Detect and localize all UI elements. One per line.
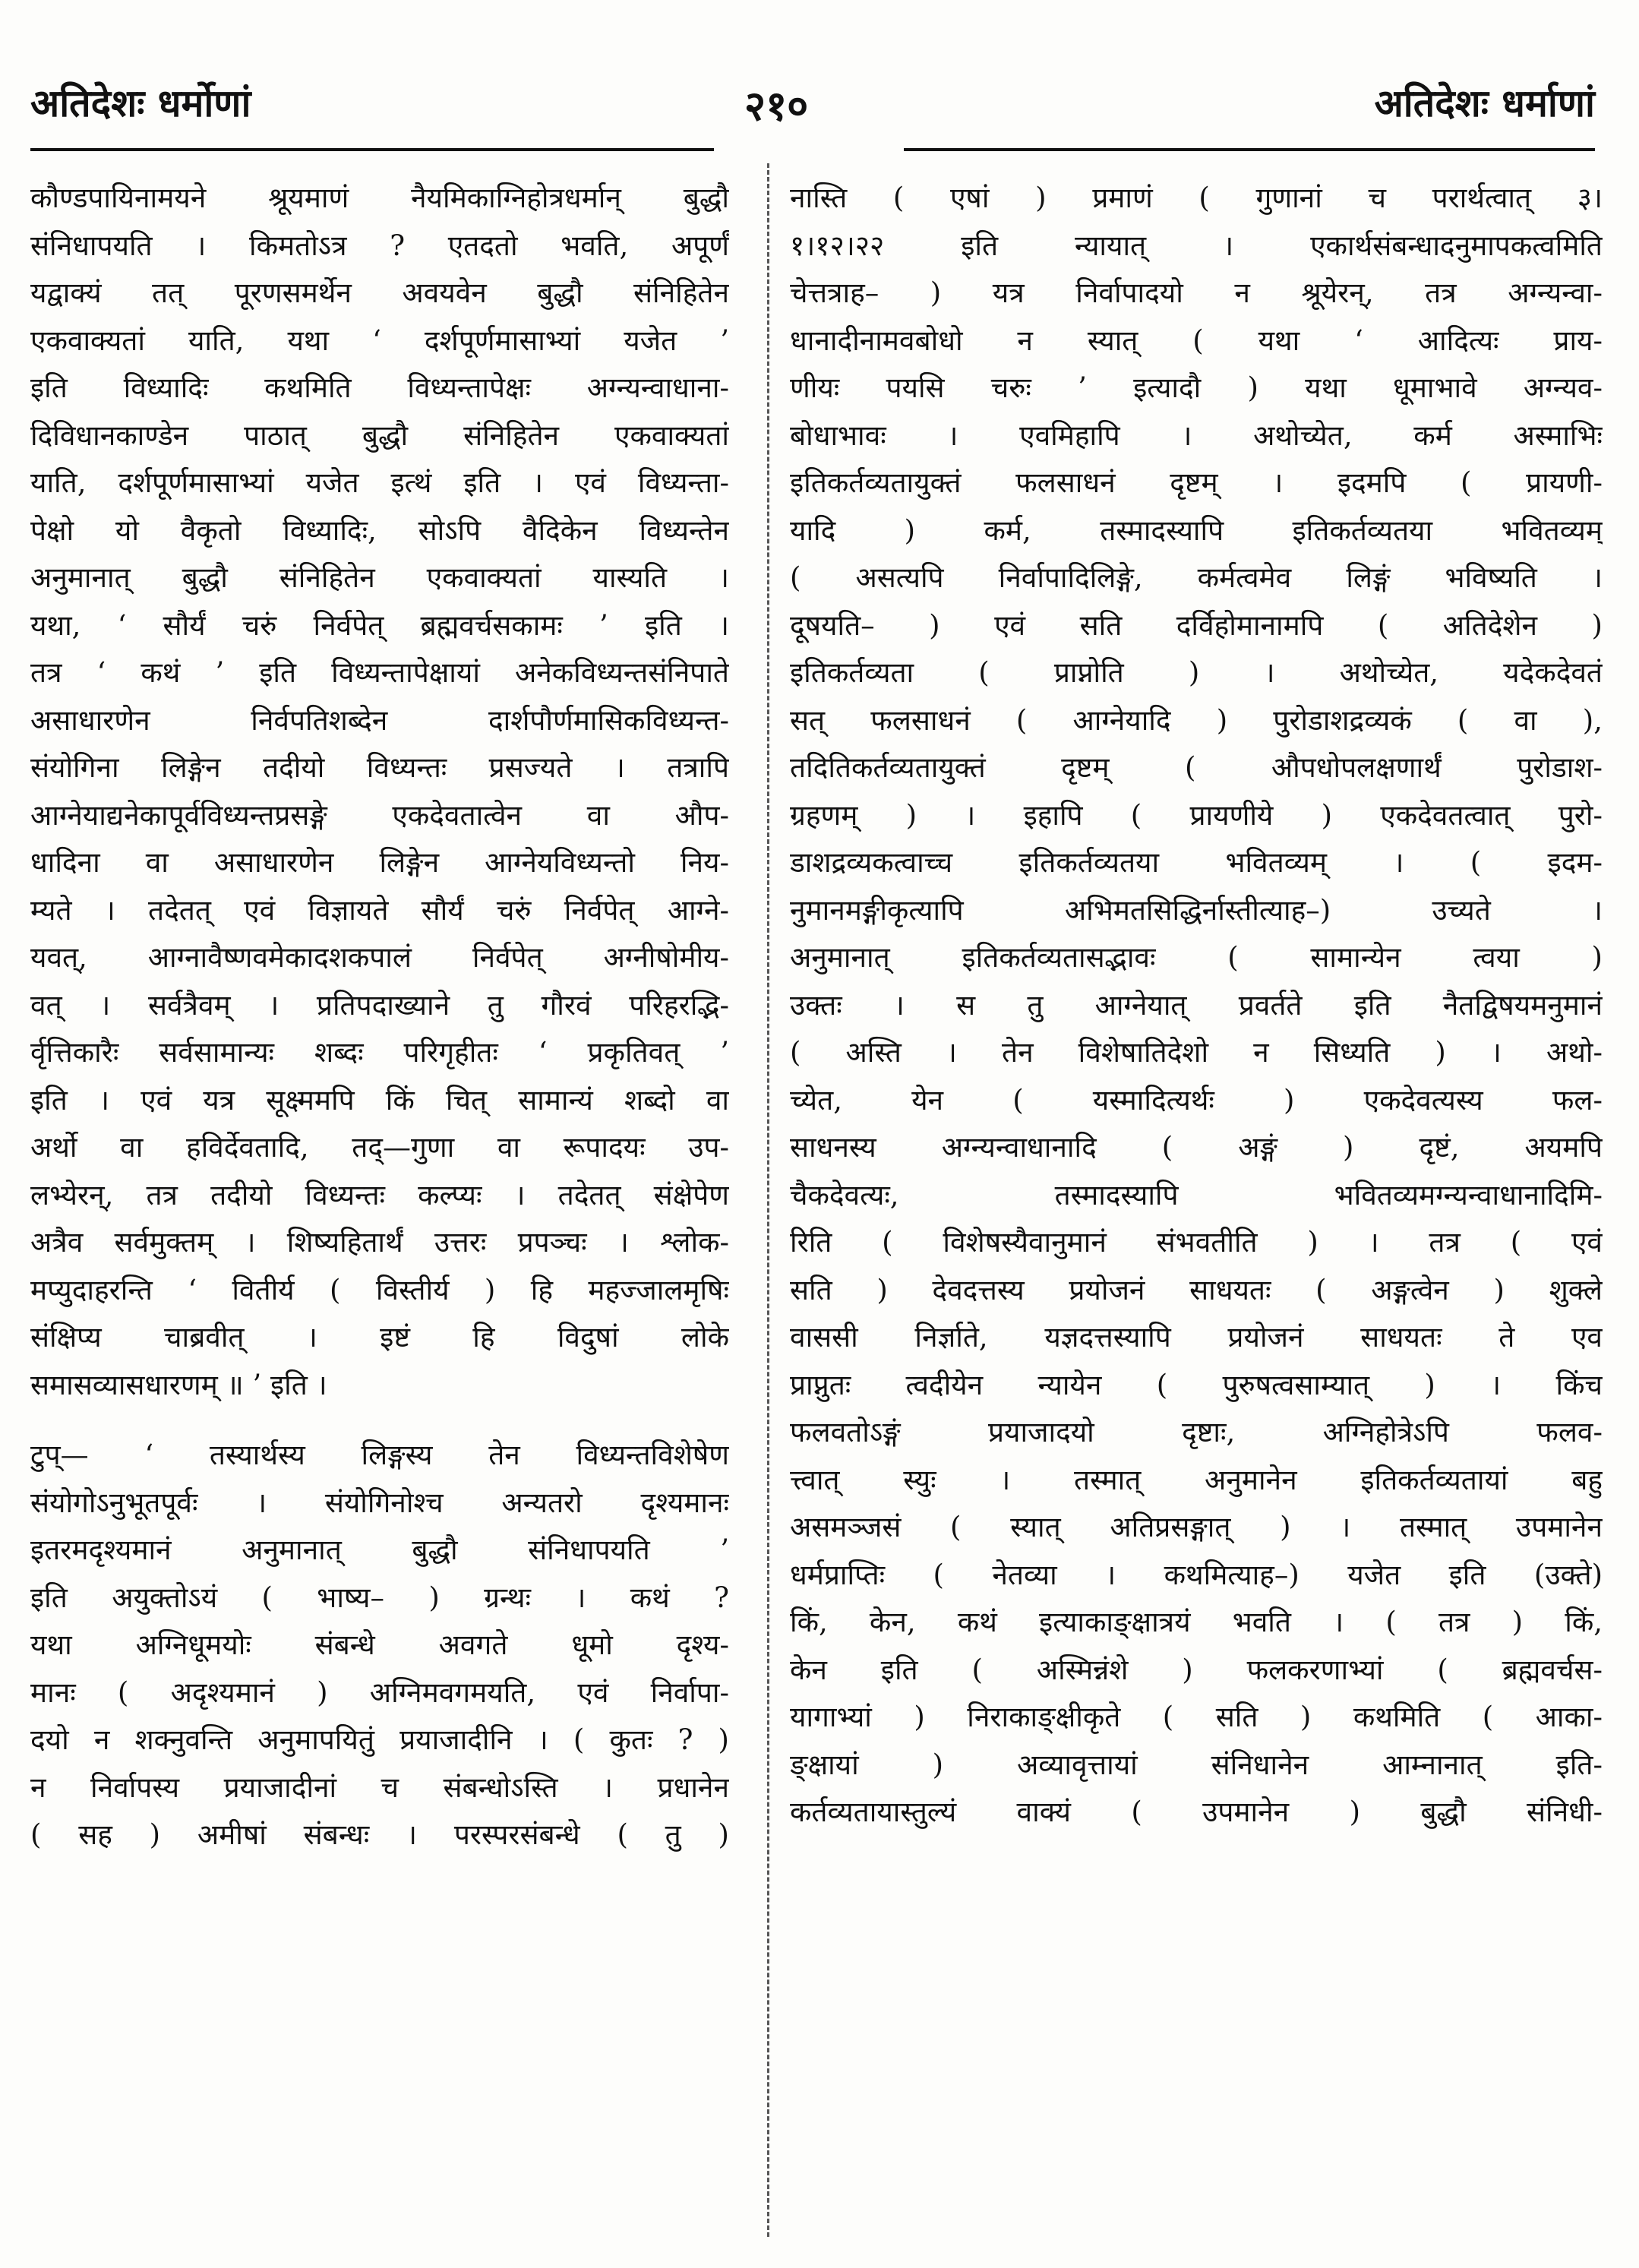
paragraph-gap bbox=[30, 1409, 729, 1432]
text-line: आग्नेयाद्यनेकापूर्वविध्यन्तप्रसङ्गे एकदेवतात्वेन वा औप- bbox=[30, 798, 729, 832]
text-line: केन इति ( अस्मिन्नंशे ) फलकरणाभ्यां ( ब्रह्मवर्चस- bbox=[790, 1653, 1603, 1686]
left-column bbox=[30, 175, 729, 1859]
text-line: संयोगिना लिङ्गेन तदीयो विध्यन्तः प्रसज्यते । तत्रापि bbox=[30, 751, 729, 784]
text-line: यद्वाक्यं तत् पूरणसमर्थेन अवयवेन बुद्धौ संनिहितेन bbox=[30, 276, 729, 309]
text-line: पेक्षो यो वैकृतो विध्यादिः, सोऽपि वैदिकेन विध्यन्तेन bbox=[30, 513, 729, 547]
text-line: साधनस्य अग्न्यन्वाधानादि ( अङ्गं ) दृष्टं, अयमपि bbox=[790, 1131, 1603, 1164]
text-line: एकवाक्यतां याति, यथा ‘ दर्शपूर्णमासाभ्यां यजेत ’ bbox=[30, 324, 729, 357]
text-line: धर्मप्राप्तिः ( नेतव्या । कथमित्याह–) यजेत इति (उक्ते) bbox=[790, 1558, 1603, 1591]
right-column bbox=[790, 175, 1603, 1837]
text-line: संयोगोऽनुभूतपूर्वः । संयोगिनोश्च अन्यतरो दृश्यमानः bbox=[30, 1486, 729, 1519]
text-line: मानः ( अदृश्यमानं ) अग्निमवगमयति, एवं निर्वापा- bbox=[30, 1676, 729, 1709]
text-line: फलवतोऽङ्गं प्रयाजादयो दृष्टाः, अग्निहोत्रेऽपि फलव- bbox=[790, 1416, 1603, 1448]
text-line: वत् । सर्वत्रैवम् । प्रतिपदाख्याने तु गौरवं परिहरद्भि- bbox=[30, 988, 729, 1022]
text-line: किं, केन, कथं इत्याकाङ्क्षात्रयं भवति । ( तत्र ) किं, bbox=[790, 1606, 1603, 1638]
text-line: ( अस्ति । तेन विशेषातिदेशो न सिध्यति ) । अथो- bbox=[790, 1036, 1603, 1069]
text-line: नुमानमङ्गीकृत्यापि अभिमतसिद्धिर्नास्तीत्याह–) उच्यते । bbox=[790, 893, 1603, 927]
text-line: कौण्डपायिनामयने श्रूयमाणं नैयमिकाग्निहोत्रधर्मान् बुद्धौ bbox=[30, 182, 729, 214]
text-line: नास्ति ( एषां ) प्रमाणं ( गुणानां च परार्थत्वात् ३। bbox=[790, 182, 1603, 214]
text-line: बोधाभावः । एवमिहापि । अथोच्येत, कर्म अस्माभिः bbox=[790, 419, 1603, 452]
text-line: अत्रैव सर्वमुक्तम् । शिष्यहितार्थं उत्तरः प्रपञ्चः । श्लोक- bbox=[30, 1226, 729, 1259]
text-line: १।१२।२२ इति न्यायात् । एकार्थसंबन्धादनुमापकत्वमिति bbox=[790, 229, 1603, 262]
page-number: २१० bbox=[744, 81, 809, 130]
text-line: लभ्येरन्, तत्र तदीयो विध्यन्तः कल्प्यः । तदेतत् संक्षेपेण bbox=[30, 1178, 729, 1211]
text-line: इति विध्यादिः कथमिति विध्यन्तापेक्षः अग्न्यन्वाधाना- bbox=[30, 371, 729, 404]
text-line: रिति ( विशेषस्यैवानुमानं संभवतीति ) । तत्र ( एवं bbox=[790, 1226, 1603, 1259]
header-rule-left bbox=[30, 148, 714, 151]
text-line: चेत्तत्राह– ) यत्र निर्वापादयो न श्रूयेरन्, तत्र अग्न्यन्वा- bbox=[790, 276, 1603, 309]
text-line: उक्तः । स तु आग्नेयात् प्रवर्तते इति नैतद्विषयमनुमानं bbox=[790, 988, 1603, 1022]
column-divider bbox=[767, 163, 769, 2237]
text-line: यागाभ्यां ) निराकाङ्क्षीकृते ( सति ) कथमिति ( आका- bbox=[790, 1701, 1603, 1733]
text-line: ( सह ) अमीषां संबन्धः । परस्परसंबन्धे ( तु ) bbox=[30, 1818, 729, 1851]
text-line: डाशद्रव्यकत्वाच्च इतिकर्तव्यतया भवितव्यम् । ( इदम- bbox=[790, 846, 1603, 879]
text-line: चैकदेवत्यः, तस्मादस्यापि भवितव्यमग्न्यन्वाधानादिमि- bbox=[790, 1178, 1603, 1211]
text-line: समासव्यासधारणम् ॥ ’ इति । bbox=[30, 1368, 327, 1401]
text-line: र्वृत्तिकारैः सर्वसामान्यः शब्दः परिगृहीतः ‘ प्रकृतिवत् ’ bbox=[30, 1036, 729, 1069]
header-rule-right bbox=[904, 148, 1595, 151]
text-line: च्येत, येन ( यस्मादित्यर्थः ) एकदेवत्यस्य फल- bbox=[790, 1083, 1603, 1117]
text-line: असमञ्जसं ( स्यात् अतिप्रसङ्गात् ) । तस्मात् उपमानेन bbox=[790, 1511, 1603, 1543]
text-line: असाधारणेन निर्वपतिशब्देन दार्शपौर्णमासिकविध्यन्त- bbox=[30, 703, 729, 737]
running-title-left: अतिदेशः धर्मोणां bbox=[30, 81, 251, 125]
text-line: इतिकर्तव्यता ( प्राप्नोति ) । अथोच्येत, यदेकदेवतं bbox=[790, 656, 1603, 689]
text-line: म्यते । तदेतत् एवं विज्ञायते सौर्यं चरुं निर्वपेत् आग्ने- bbox=[30, 893, 729, 927]
text-line: दयो न शक्नुवन्ति अनुमापयितुं प्रयाजादीनि । ( कुतः ? ) bbox=[30, 1723, 729, 1756]
text-line: धानादीनामवबोधो न स्यात् ( यथा ‘ आदित्यः प्राय- bbox=[790, 324, 1603, 357]
text-line: सति ) देवदत्तस्य प्रयोजनं साधयतः ( अङ्गत्वेन ) शुक्ले bbox=[790, 1273, 1603, 1306]
text-line: तदितिकर्तव्यतायुक्तं दृष्टम् ( औपधोपलक्षणार्थं पुरोडाश- bbox=[790, 751, 1603, 784]
text-line: अनुमानात् बुद्धौ संनिहितेन एकवाक्यतां यास्यति । bbox=[30, 561, 729, 594]
text-line: सत् फलसाधनं ( आग्नेयादि ) पुरोडाशद्रव्यकं ( वा ), bbox=[790, 703, 1603, 737]
text-line: त्त्वात् स्युः । तस्मात् अनुमानेन इतिकर्तव्यतायां बहु bbox=[790, 1463, 1603, 1496]
text-line: संक्षिप्य चाब्रवीत् । इष्टं हि विदुषां लोके bbox=[30, 1321, 729, 1354]
text-line: अर्थो वा हविर्देवतादि, तद्—गुणा वा रूपादयः उप- bbox=[30, 1131, 729, 1164]
text-line: ङ्क्षायां ) अव्यावृत्तायां संनिधानेन आम्नानात् इति- bbox=[790, 1748, 1603, 1781]
text-line: अनुमानात् इतिकर्तव्यतासद्भावः ( सामान्येन त्वया ) bbox=[790, 941, 1603, 974]
text-line: न निर्वापस्य प्रयाजादीनां च संबन्धोऽस्ति । प्रधानेन bbox=[30, 1770, 729, 1804]
text-line: यथा, ‘ सौर्यं चरुं निर्वपेत् ब्रह्मवर्चसकामः ’ इति । bbox=[30, 608, 729, 642]
text-line: वाससी निर्ज्ञाते, यज्ञदत्तस्यापि प्रयोजनं साधयतः ते एव bbox=[790, 1321, 1603, 1354]
text-line: तत्र ‘ कथं ’ इति विध्यन्तापेक्षायां अनेकविध्यन्तसंनिपाते bbox=[30, 656, 729, 689]
text-line: मप्युदाहरन्ति ‘ वितीर्य ( विस्तीर्य ) हि महज्जालमृषिः bbox=[30, 1273, 729, 1306]
text-line: याति, दर्शपूर्णमासाभ्यां यजेत इत्थं इति । एवं विध्यन्ता- bbox=[30, 466, 729, 499]
text-line: यवत्, आग्नावैष्णवमेकादशकपालं निर्वपेत् अग्नीषोमीय- bbox=[30, 941, 729, 974]
text-line: णीयः पयसि चरुः ’ इत्यादौ ) यथा धूमाभावे अग्न्यव- bbox=[790, 371, 1603, 404]
text-line: इतरमदृश्यमानं अनुमानात् बुद्धौ संनिधापयति ’ bbox=[30, 1534, 729, 1566]
text-line: प्राप्नुतः त्वदीयेन न्यायेन ( पुरुषत्वसाम्यात् ) । किंच bbox=[790, 1368, 1603, 1401]
text-line: दूषयति– ) एवं सति दर्विहोमानामपि ( अतिदेशेन ) bbox=[790, 608, 1603, 642]
page-header bbox=[30, 76, 1595, 137]
text-line: यादि ) कर्म, तस्मादस्यापि इतिकर्तव्यतया भवितव्यम् bbox=[790, 513, 1603, 547]
text-line: टुप्— ‘ तस्यार्थस्य लिङ्गस्य तेन विध्यन्तविशेषेण bbox=[30, 1439, 729, 1471]
text-line: ग्रहणम् ) । इहापि ( प्रायणीये ) एकदेवतत्वात् पुरो- bbox=[790, 798, 1603, 832]
running-title-right: अतिदेशः धर्माणां bbox=[1374, 81, 1595, 125]
text-line: इति अयुक्तोऽयं ( भाष्य– ) ग्रन्थः । कथं ? bbox=[30, 1581, 729, 1614]
text-line: दिविधानकाण्डेन पाठात् बुद्धौ संनिहितेन एकवाक्यतां bbox=[30, 419, 729, 452]
text-line: कर्तव्यतायास्तुल्यं वाक्यं ( उपमानेन ) बुद्धौ संनिधी- bbox=[790, 1796, 1603, 1828]
text-line: यथा अग्निधूमयोः संबन्धे अवगते धूमो दृश्य- bbox=[30, 1628, 729, 1661]
text-line: ( असत्यपि निर्वापादिलिङ्गे, कर्मत्वमेव लिङ्गं भविष्यति । bbox=[790, 561, 1603, 594]
text-line: संनिधापयति । किमतोऽत्र ? एतदतो भवति, अपूर्णं bbox=[30, 229, 729, 262]
text-line: इतिकर्तव्यतायुक्तं फलसाधनं दृष्टम् । इदमपि ( प्रायणी- bbox=[790, 466, 1603, 499]
text-line: इति । एवं यत्र सूक्ष्ममपि किं चित् सामान्यं शब्दो वा bbox=[30, 1083, 729, 1117]
text-line: धादिना वा असाधारणेन लिङ्गेन आग्नेयविध्यन्तो निय- bbox=[30, 846, 729, 879]
